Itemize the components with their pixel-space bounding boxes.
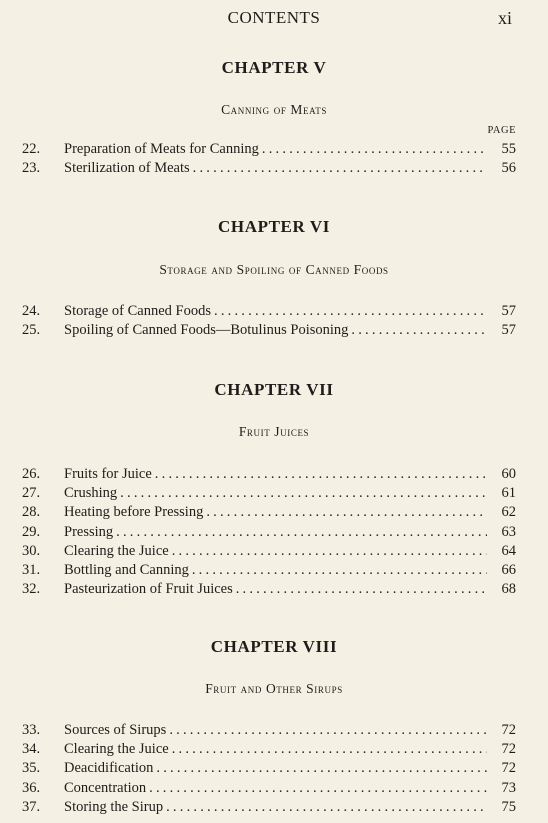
dot-leader bbox=[214, 303, 487, 320]
entry-page: 72 bbox=[501, 760, 516, 777]
toc-entry[interactable] bbox=[22, 504, 516, 523]
entry-title: Heating before Pressing bbox=[64, 504, 204, 521]
entry-title: Pasteurization of Fruit Juices bbox=[64, 581, 233, 598]
entry-number: 34. bbox=[22, 741, 41, 758]
chapter-subtitle: Fruit and Other Sirups bbox=[205, 681, 343, 696]
chapter-viii bbox=[0, 637, 548, 657]
toc-entry[interactable] bbox=[22, 141, 516, 160]
chapter-v-entries bbox=[22, 141, 516, 179]
entry-number: 24. bbox=[22, 303, 41, 319]
dot-leader bbox=[169, 722, 487, 739]
entry-page: 60 bbox=[501, 466, 516, 482]
chapter-vii-entries bbox=[22, 466, 516, 600]
entry-page: 63 bbox=[501, 523, 516, 540]
chapter-vii-subtitle-wrap bbox=[0, 424, 548, 440]
chapter-heading: CHAPTER VIII bbox=[210, 637, 338, 656]
chapter-heading: CHAPTER VII bbox=[214, 380, 334, 399]
dot-leader bbox=[120, 485, 487, 502]
entry-number: 33. bbox=[22, 722, 41, 738]
entry-number: 25. bbox=[22, 322, 41, 339]
chapter-viii-subtitle-wrap bbox=[0, 681, 548, 697]
entry-page: 72 bbox=[501, 722, 516, 738]
entry-title: Storage of Canned Foods bbox=[64, 303, 211, 319]
entry-number: 28. bbox=[22, 504, 41, 521]
toc-entry[interactable] bbox=[22, 760, 516, 779]
page-number: xi bbox=[497, 8, 512, 28]
entry-number: 30. bbox=[22, 542, 41, 559]
toc-entry[interactable] bbox=[22, 322, 516, 341]
toc-entry[interactable] bbox=[22, 524, 516, 543]
entry-page: 61 bbox=[501, 485, 516, 502]
chapter-heading: CHAPTER VI bbox=[218, 217, 330, 236]
chapter-vi-subtitle-wrap bbox=[0, 262, 548, 278]
entry-title: Pressing bbox=[64, 523, 114, 540]
entry-title: Fruits for Juice bbox=[64, 466, 152, 482]
dot-leader bbox=[351, 322, 487, 339]
running-head bbox=[0, 8, 548, 32]
entry-number: 31. bbox=[22, 561, 41, 578]
entry-page: 64 bbox=[501, 542, 516, 559]
entry-title: Crushing bbox=[64, 485, 118, 502]
chapter-v bbox=[0, 58, 548, 78]
toc-entry[interactable] bbox=[22, 303, 516, 322]
toc-entry[interactable] bbox=[22, 160, 516, 179]
dot-leader bbox=[155, 466, 487, 483]
dot-leader bbox=[192, 562, 487, 579]
toc-entry[interactable] bbox=[22, 780, 516, 799]
dot-leader bbox=[206, 504, 487, 521]
entry-number: 35. bbox=[22, 760, 41, 777]
entry-page: 73 bbox=[501, 779, 516, 796]
chapter-viii-entries bbox=[22, 722, 516, 818]
chapter-vi bbox=[0, 217, 548, 237]
entry-page: 75 bbox=[501, 798, 516, 815]
dot-leader bbox=[193, 160, 487, 177]
dot-leader bbox=[156, 760, 487, 777]
toc-entry[interactable] bbox=[22, 799, 516, 818]
toc-entry[interactable] bbox=[22, 543, 516, 562]
entry-page: 56 bbox=[501, 160, 516, 177]
entry-title: Deacidification bbox=[64, 760, 154, 777]
entry-number: 37. bbox=[22, 798, 41, 815]
chapter-subtitle: Storage and Spoiling of Canned Foods bbox=[159, 262, 389, 277]
entry-page: 62 bbox=[501, 504, 516, 521]
entry-page: 57 bbox=[501, 303, 516, 319]
entry-title: Spoiling of Canned Foods—Botulinus Poisoning bbox=[64, 322, 349, 339]
entry-page: 55 bbox=[501, 141, 516, 157]
toc-entry[interactable] bbox=[22, 722, 516, 741]
dot-leader bbox=[172, 543, 487, 560]
entry-number: 23. bbox=[22, 160, 41, 177]
toc-entry[interactable] bbox=[22, 466, 516, 485]
entry-title: Sterilization of Meats bbox=[64, 160, 190, 177]
toc-entry[interactable] bbox=[22, 485, 516, 504]
dot-leader bbox=[166, 799, 487, 816]
chapter-subtitle: Canning of Meats bbox=[221, 102, 327, 117]
entry-page: 72 bbox=[501, 741, 516, 758]
entry-page: 66 bbox=[501, 561, 516, 578]
chapter-v-subtitle-wrap bbox=[0, 102, 548, 118]
toc-entry[interactable] bbox=[22, 741, 516, 760]
entry-title: Clearing the Juice bbox=[64, 542, 169, 559]
entry-number: 36. bbox=[22, 779, 41, 796]
chapter-heading: CHAPTER V bbox=[221, 58, 327, 77]
entry-title: Storing the Sirup bbox=[64, 798, 164, 815]
toc-entry[interactable] bbox=[22, 562, 516, 581]
chapter-vi-entries bbox=[22, 303, 516, 341]
page-column-label: PAGE bbox=[487, 125, 516, 136]
dot-leader bbox=[149, 780, 487, 797]
entry-title: Sources of Sirups bbox=[64, 722, 167, 738]
entry-title: Clearing the Juice bbox=[64, 741, 169, 758]
dot-leader bbox=[236, 581, 487, 598]
page-title: CONTENTS bbox=[227, 8, 321, 27]
entry-number: 26. bbox=[22, 466, 41, 482]
chapter-subtitle: Fruit Juices bbox=[238, 424, 310, 439]
entry-page: 68 bbox=[501, 581, 516, 598]
entry-page: 57 bbox=[501, 322, 516, 339]
chapter-vii bbox=[0, 380, 548, 400]
entry-title: Concentration bbox=[64, 779, 147, 796]
dot-leader bbox=[172, 741, 487, 758]
entry-title: Preparation of Meats for Canning bbox=[64, 141, 259, 157]
dot-leader bbox=[116, 524, 487, 541]
entry-number: 29. bbox=[22, 523, 41, 540]
entry-number: 27. bbox=[22, 485, 41, 502]
entry-number: 32. bbox=[22, 581, 41, 598]
entry-title: Bottling and Canning bbox=[64, 561, 189, 578]
toc-entry[interactable] bbox=[22, 581, 516, 600]
dot-leader bbox=[262, 141, 487, 158]
entry-number: 22. bbox=[22, 141, 41, 157]
